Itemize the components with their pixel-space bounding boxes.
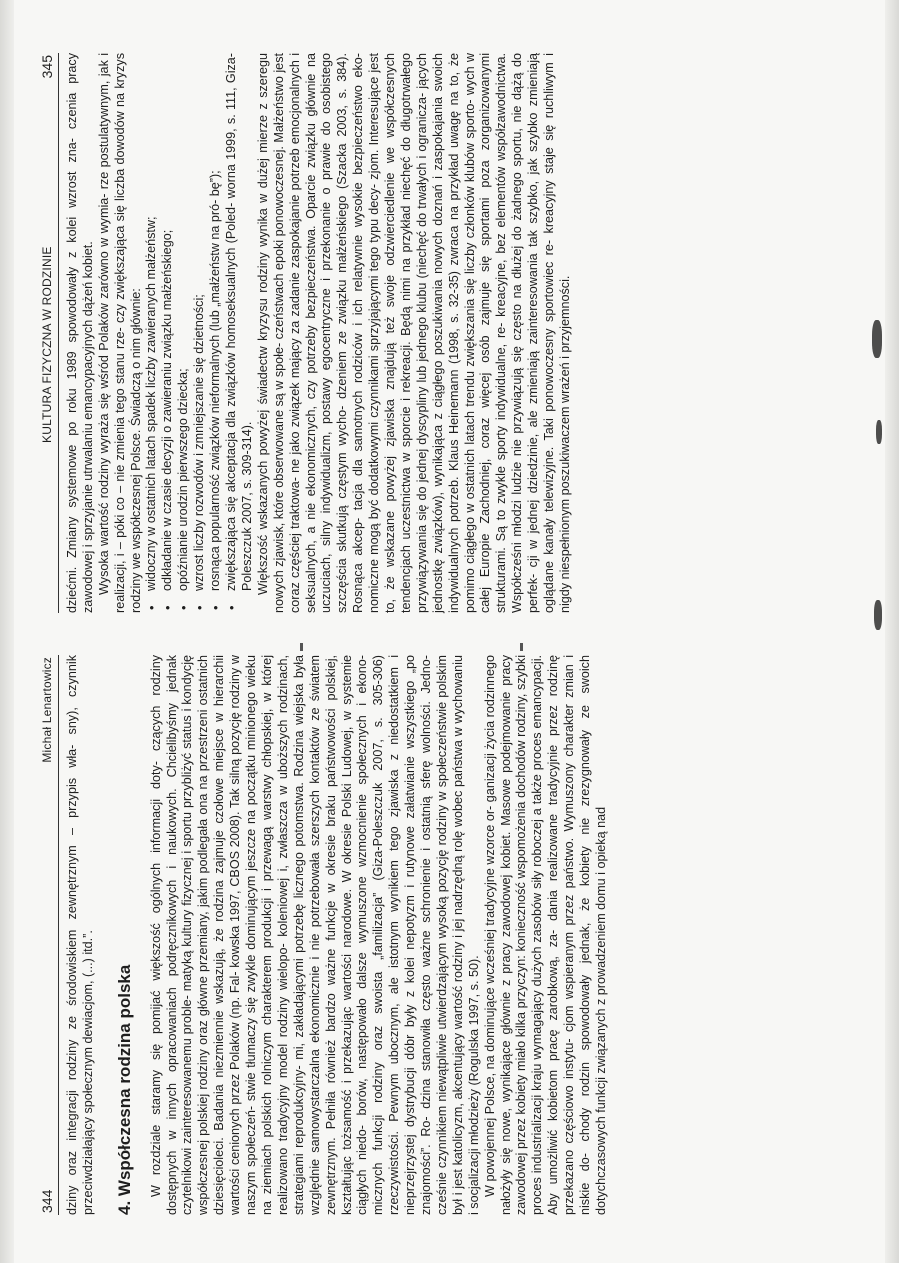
left-page <box>40 655 840 1215</box>
left-page-number: 344 <box>39 1189 55 1213</box>
left-paragraph-1: W rozdziale staramy się pomijać większość ogólnych informacji doty- czących rodziny dostępnych w innych opracowaniach podręcznikowych i naukowych. Chcielibyśmy jednak czytelnikowi zainteresowanemu proble- matyką kultury fizycznej i sportu przybliżyć status i kondycję współczesnej polskiej rodziny oraz główne przemiany, jakim podlegała ona na przestrzeni ostatnich dziesięcioleci. Badania niezmiennie wskazują, że rodzina zajmuje czołowe miejsce w hierarchii wartości cenionych przez Polaków (np. Fal- kowska 1997, CBOS 2008). Tak silną pozycję rodziny w naszym społeczeń- stwie tłumaczy się zwykle dominującym jeszcze na początku minionego wieku na ziemiach polskich rolniczym charakterem produkcji i przewagą warstwy chłopskiej, w której realizowano tradycyjny model rodziny wielopo- koleniowej i, zwłaszcza w uboższych rodzinach, strategiami reprodukcyjny- mi, zakładającymi potrzebę licznego potomstwa. Rodzina wiejska była względnie samowystarczalna ekonomicznie i nie potrzebowała szerszych kontaktów ze światem zewnętrznym. Pełniła również bardzo ważne funkcje w okresie braku państwowości polskiej, kształtując tożsamość i przekazując wartości narodowe. W okresie Polski Ludowej, w systemie ciągłych niedo- borów, następowało dalsze wymuszone wzmocnienie społecznych i ekono- micznych funkcji rodziny oraz swoista „familizacja” (Giza-Poleszczuk 2007, s. 305-306) rzeczywistości. Pewnym ubocznym, ale istotnym wynikiem tego zjawiska z niedostatkiem i nieprzejrzystej dystrybucji dóbr były z kolei nepotyzm i rutynowe załatwianie wszystkiego „po znajomości”. Ro- dzina stanowiła często ważne schronienie i ostatnią sferę wolności. Jedno- cześnie czynnikiem niewątpliwie utwierdzającym wysoką pozycję rodziny w społeczeństwie polskim był i jest katolicyzm, akcentujący wartość rodziny i jej nadrzędną rolę wobec państwa w wychowaniu i socjalizacji młodzieży (Rogulska 1997, s. 50). <box>148 655 481 1215</box>
right-paragraph-2: Większość wskazanych powyżej świadectw kryzysu rodziny wynika w dużej mierze z szeregu nowych zjawisk, które obserwowane są w społe- czeństwach epoki ponowoczesnej. Małżeństwo jest coraz częściej traktowa- ne jako związek mający za zadanie zaspokajanie potrzeb emocjonalnych i seksualnych, a nie ekonomicznych, czy potrzeby bezpieczeństwa. Oparcie związku głównie na uczuciach, silny indywidualizm, postawy egocentryczne i przekonanie o prawie do osobistego szczęścia skutkują częstym wycho- dzeniem ze związku małżeńskiego (Szacka 2003, s. 384). Rosnąca akcep- tacja dla samotnych rodziców i ich relatywnie wysokie bezpieczeństwo eko- nomiczne mogą być dodatkowymi czynnikami sprzyjającymi tego typu decy- zjom. Interesujące jest to, że wskazane powyżej zjawiska znajdują też swoje odzwierciedlenie we współczesnych tendencjach uczestnictwa w sporcie i rekreacji. Będą nimi na przykład niechęć do długotrwałego przywiązywania się do jednej dyscypliny lub jednego klubu (niechęć do trwałych i ogranicza- jących jednostkę związków), wynikająca z ciągłego poszukiwania nowych doznań i zaspokajania swoich indywidualnych potrzeb. Klaus Heinemann (1998, s. 32-35) zwraca na przykład uwagę na to, że pomimo ciągłego w ostatnich latach trendu zwiększania się liczby członków klubów sporto- wych w całej Europie Zachodniej, coraz więcej osób zajmuje się sportami poza zorganizowanymi strukturami. Są to zwykle sporty indywidualne, re- kreacyjne, bez elementów współzawodnictwa. Współcześni młodzi ludzie nie przywiązują się często na dłużej do żadnego sportu, nie dążą do perfek- cji w jednej dziedzinie, ale zmieniają zainteresowania tak szybko, jak szybko zmieniają oglądane kanały telewizyjne. Taki ponowoczesny sportowiec re- kreacyjny staje się ruchliwym i nigdy niespełnionym poszukiwaczem wrażeń i przyjemności. <box>255 53 572 613</box>
right-opening-text: dziećmi. Zmiany systemowe po roku 1989 spowodowały z kolei wzrost zna- czenia pracy zawodowej i sprzyjanie utrwalaniu emancypacyjnych dążeń kobiet. <box>64 53 95 613</box>
bullet-icon: • <box>208 605 224 610</box>
right-page-number: 345 <box>39 55 55 79</box>
scan-blot <box>876 420 882 444</box>
bullet-icon: • <box>192 605 208 610</box>
left-paragraph-2: W powojennej Polsce, na dominujące wcześniej tradycyjne wzorce or- ganizacji życia rodzinnego nałożyły się nowe, wynikające głównie z pracy zawodowej kobiet. Masowe podejmowanie pracy zawodowej przez kobiety miało kilka przyczyn: konieczność wspomożenia dochodów rodziny, szybki proces industrializacji kraju wymagający dużych zasobów siły roboczej a także proces emancypacji. Aby umożliwić kobietom pracę zarobkową, za- dania realizowane tradycyjnie przez rodzinę przekazano częściowo instytu- cjom wspieranym przez państwo. Wymuszony charakter zmian i niskie do- chody rodzin spowodowały jednak, że kobiety nie zrezygnowały ze swoich dotychczasowych funkcji związanych z prowadzeniem domu i opieką nad <box>482 655 608 1215</box>
scan-blot <box>874 600 882 630</box>
list-item: • widoczny w ostatnich latach spadek liczby zawieranych małżeństw; <box>144 216 160 610</box>
bullet-icon: • <box>223 605 239 610</box>
left-page-header <box>40 655 59 1215</box>
left-running-head: Michał Lenartowicz <box>40 657 54 763</box>
right-page <box>40 53 840 613</box>
bullet-list <box>144 53 255 613</box>
list-item: • rosnąca popularność związków nieformalnych (lub „małżeństw na pró- bę”); <box>208 170 224 610</box>
list-item: • odkładanie w czasie decyzji o zawieraniu związku małżeńskiego; <box>160 229 176 610</box>
right-paragraph-1: Wysoka wartość rodziny wyraża się wśród Polaków zarówno w wymia- rze postulatywnym, jak i realizacji, i – póki co – nie zmienia tego stanu rze- czy zwiększająca się liczba dowodów na kryzys rodziny we współczesnej Polsce. Świadczą o nim głównie: <box>96 53 143 613</box>
scan-blot <box>872 320 882 358</box>
binding-mark <box>300 643 303 651</box>
right-running-head: KULTURA FIZYCZNA W RODZINIE <box>40 246 54 443</box>
list-item: • opóźnianie urodzin pierwszego dziecka; <box>176 368 192 610</box>
bullet-icon: • <box>160 605 176 610</box>
left-opening-text: dziny oraz integracji rodziny ze środowiskiem zewnętrznym – przypis wła- sny), czynnik przeciwdziałający społecznym dewiacjom, (...) itd.”. <box>64 655 95 1215</box>
section-heading: 4. Współczesna rodzina polska <box>114 964 134 1215</box>
binding-mark <box>520 643 523 651</box>
list-item: • wzrost liczby rozwodów i zmniejszanie się dzietności; <box>192 294 208 610</box>
bullet-icon: • <box>176 605 192 610</box>
list-item: • zwiększająca się akceptacja dla związków homoseksualnych (Poled- worna 1999, s. 111, Giza-Poleszczuk 2007, s. 309-314). <box>223 53 254 610</box>
right-page-header <box>40 53 59 613</box>
bullet-icon: • <box>144 605 160 610</box>
